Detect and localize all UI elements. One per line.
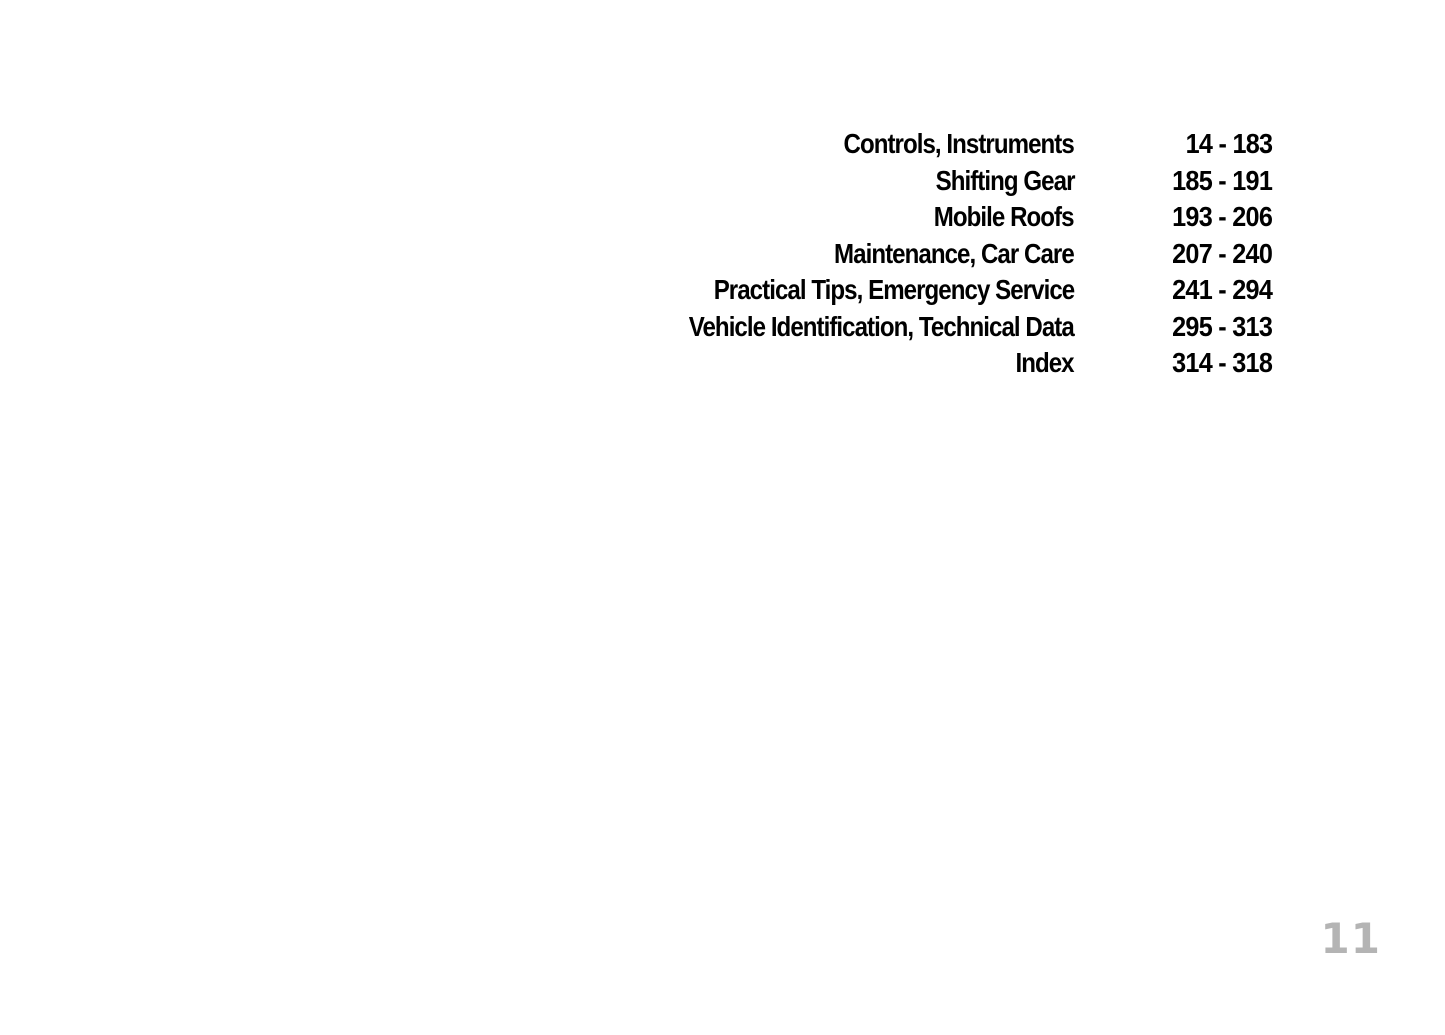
- toc-entry-index[interactable]: [560, 345, 1280, 382]
- toc-entry-vehicle-identification[interactable]: [560, 309, 1280, 346]
- toc-entry-shifting-gear[interactable]: [560, 163, 1280, 200]
- toc-entry-title[interactable]: Mobile Roofs: [934, 201, 1074, 232]
- toc-entry-maintenance-car-care[interactable]: [560, 236, 1280, 273]
- toc-entry-pages: 14 - 183: [1185, 128, 1272, 159]
- toc-entry-title[interactable]: Shifting Gear: [935, 164, 1074, 196]
- page-number: 11: [1320, 914, 1381, 963]
- toc-entry-pages: 241 - 294: [1171, 274, 1272, 305]
- toc-entry-title[interactable]: Practical Tips, Emergency Service: [713, 274, 1074, 305]
- toc-entry-title[interactable]: Controls, Instruments: [843, 128, 1074, 159]
- toc-entry-title[interactable]: Index: [1015, 347, 1074, 378]
- toc-entry-pages: 295 - 313: [1171, 310, 1272, 342]
- toc-entry-title[interactable]: Maintenance, Car Care: [834, 237, 1074, 269]
- toc-entry-pages: 207 - 240: [1171, 237, 1272, 269]
- toc-entry-pages: 314 - 318: [1171, 347, 1272, 378]
- toc-entry-pages: 185 - 191: [1171, 164, 1272, 196]
- toc-entry-pages: 193 - 206: [1171, 201, 1272, 232]
- table-of-contents: [560, 126, 1280, 382]
- toc-entry-title[interactable]: Vehicle Identification, Technical Data: [688, 310, 1074, 342]
- toc-entry-mobile-roofs[interactable]: [560, 199, 1280, 236]
- toc-entry-controls-instruments[interactable]: [560, 126, 1280, 163]
- toc-entry-practical-tips[interactable]: [560, 272, 1280, 309]
